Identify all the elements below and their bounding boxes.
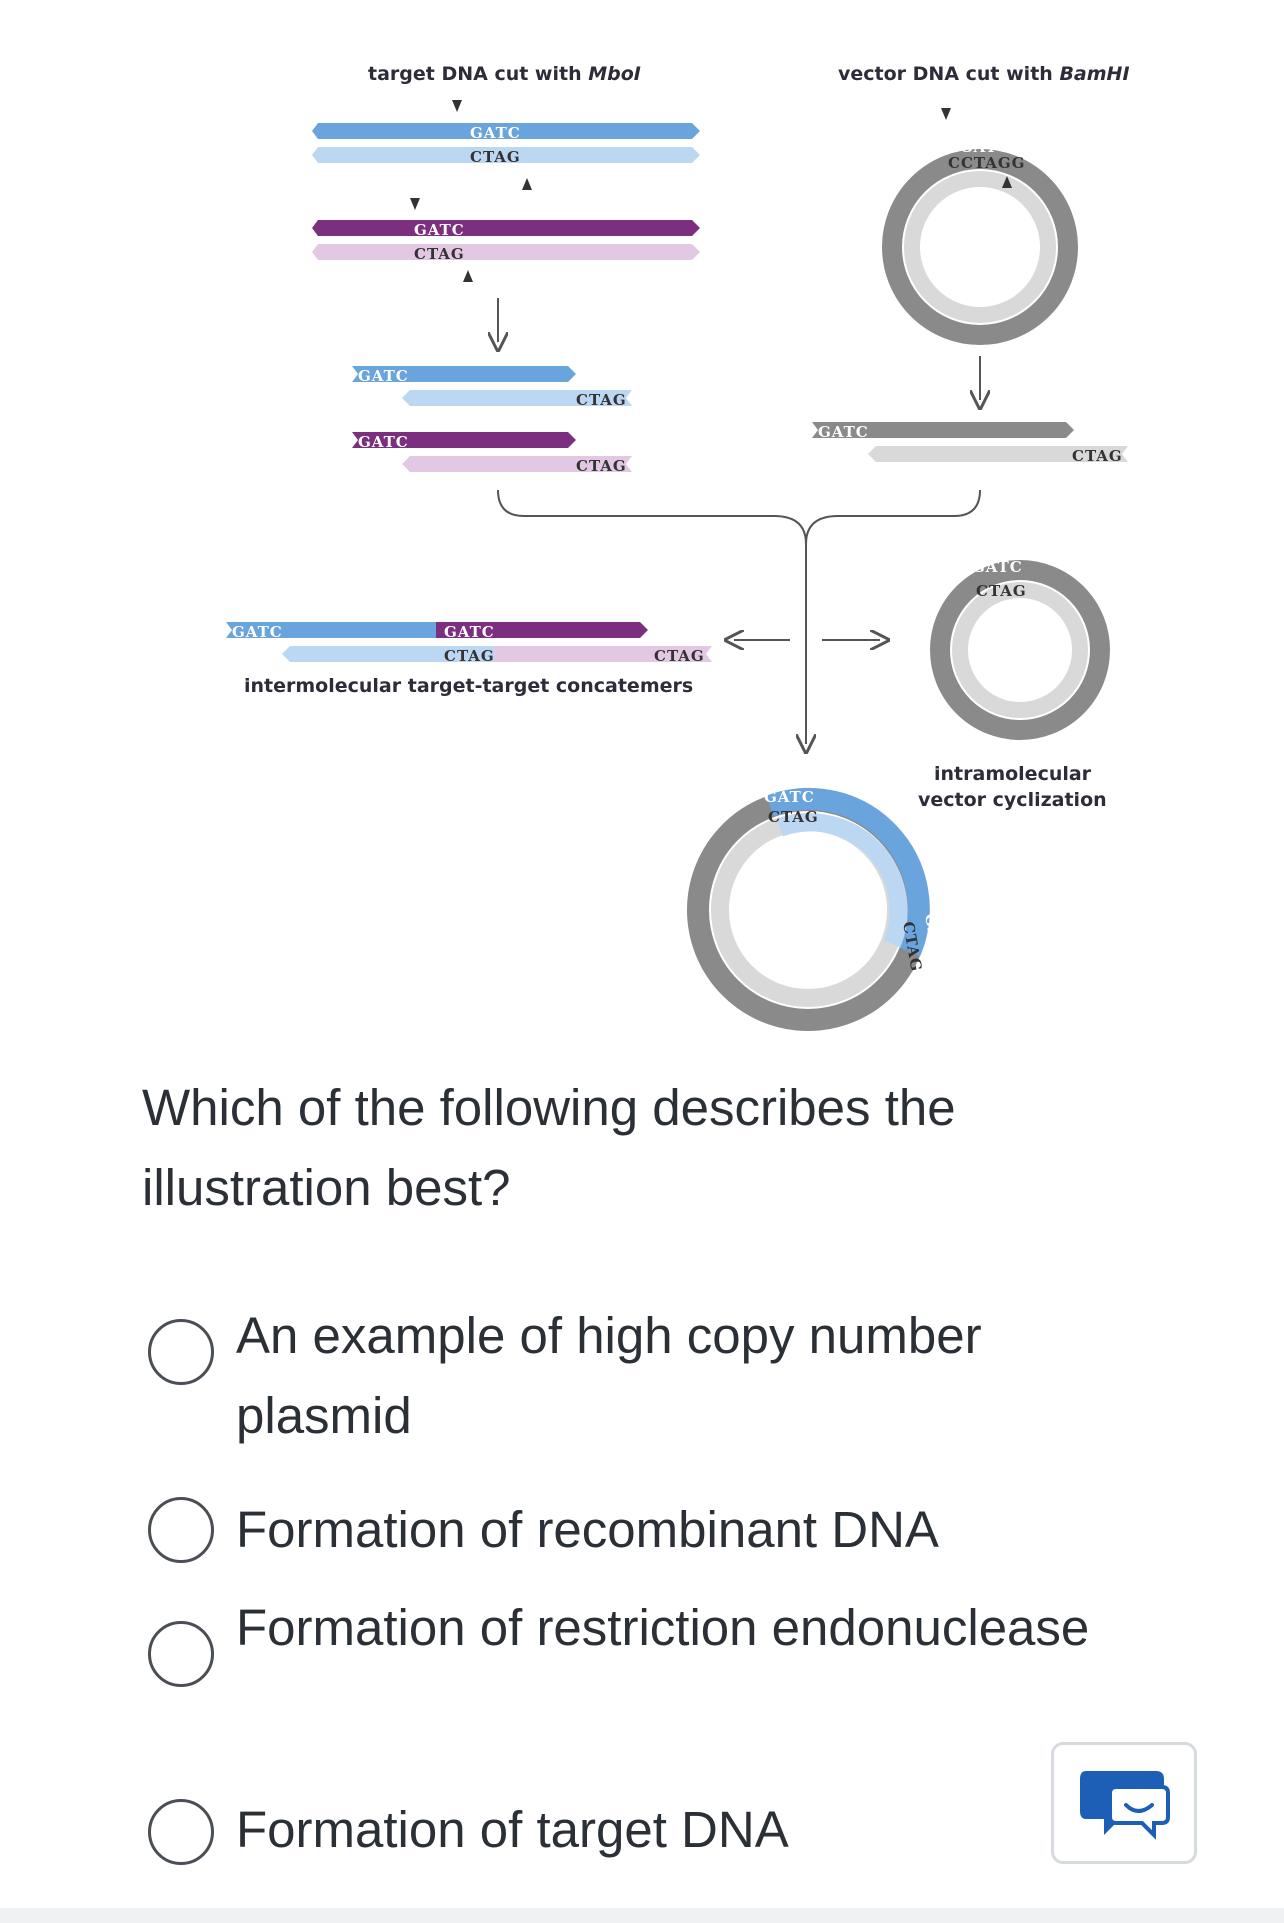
option-label: Formation of restriction endonuclease [236, 1599, 1090, 1656]
option-target-dna[interactable] [148, 1790, 1108, 1870]
cyclization-caption: vector cyclization [918, 789, 1107, 811]
concatemers-caption: intermolecular target-target concatemers [244, 675, 694, 697]
option-recombinant-dna[interactable] [148, 1490, 1108, 1570]
option-label: Formation of target DNA [236, 1801, 789, 1858]
target-dna-caption: target DNA cut with MboI [368, 63, 641, 85]
sequence-label: GATC [972, 558, 1023, 576]
cut-fragment-purple [352, 432, 632, 475]
sequence-label: CTAG [470, 148, 521, 166]
sequence-label: GGATCC [946, 138, 1024, 156]
cut-site-marker [522, 178, 532, 190]
sequence-label: CTAG [899, 920, 926, 974]
recombinant-plasmid [698, 788, 948, 1020]
radio-button[interactable] [148, 1621, 214, 1687]
linearized-vector [812, 422, 1128, 465]
sequence-label: CTAG [576, 391, 627, 409]
cut-site-marker [941, 108, 951, 120]
chat-feedback-icon [1076, 1765, 1172, 1841]
cut-fragment-blue [352, 366, 632, 409]
sequence-label: GATC [818, 423, 869, 441]
sequence-label: GATC [921, 912, 948, 966]
sequence-label: GATC [444, 623, 495, 641]
sequence-label: CCTAGG [948, 154, 1026, 172]
sequence-label: CTAG [414, 245, 465, 263]
cut-site-marker [452, 100, 462, 112]
sequence-label: GATC [414, 221, 465, 239]
ligation-bracket [498, 490, 980, 744]
bottom-bar [0, 1908, 1284, 1923]
recircularized-vector [940, 558, 1100, 730]
option-label: An example of high copy number plasmid [236, 1307, 982, 1444]
sequence-label: GATC [358, 433, 409, 451]
sequence-label: GATC [232, 623, 283, 641]
vector-dna-caption: vector DNA cut with BamHI [838, 63, 1130, 85]
radio-button[interactable] [148, 1799, 214, 1865]
radio-button[interactable] [148, 1497, 214, 1563]
vector-plasmid-circle [892, 108, 1068, 335]
sequence-label: GATC [470, 124, 521, 142]
option-label: Formation of recombinant DNA [236, 1501, 939, 1558]
sequence-label: CTAG [654, 647, 705, 665]
sequence-label: CTAG [976, 582, 1027, 600]
sequence-label: CTAG [576, 457, 627, 475]
cut-site-marker [463, 270, 473, 282]
sequence-label: GATC [358, 367, 409, 385]
sequence-label: CTAG [1072, 447, 1123, 465]
feedback-button[interactable] [1051, 1742, 1197, 1864]
radio-button[interactable] [148, 1319, 214, 1385]
target-dna-blue-strand [312, 100, 700, 190]
target-dna-purple-strand [312, 198, 700, 282]
question-text: Which of the following describes the illustration best? [142, 1079, 956, 1216]
sequence-label: CTAG [768, 808, 819, 826]
option-high-copy-plasmid[interactable] [148, 1296, 1108, 1456]
target-target-concatemer [226, 622, 712, 665]
option-restriction-endonuclease[interactable] [148, 1588, 1108, 1687]
sequence-label: CTAG [444, 647, 495, 665]
cyclization-caption: intramolecular [934, 763, 1092, 785]
cut-site-marker [410, 198, 420, 210]
sequence-label: GATC [764, 788, 815, 806]
